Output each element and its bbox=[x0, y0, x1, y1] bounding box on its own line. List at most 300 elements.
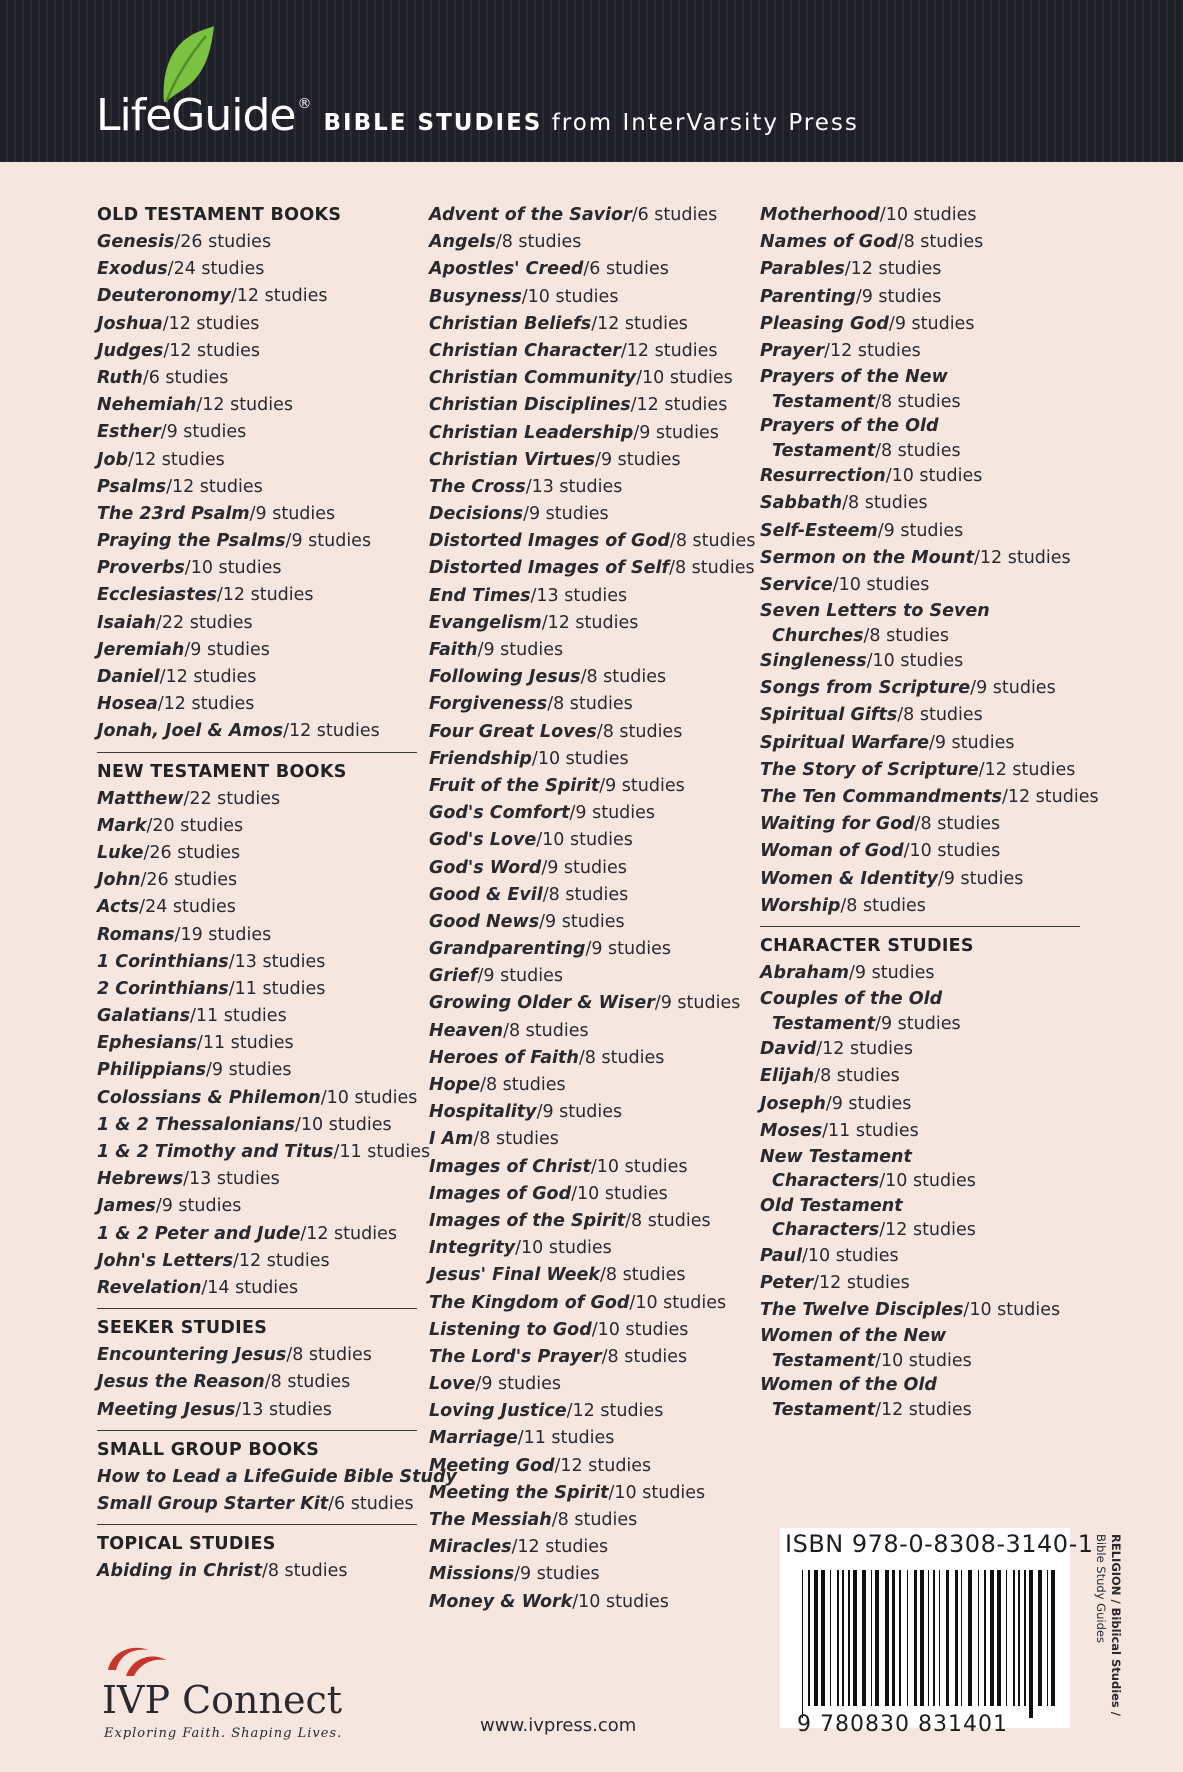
study-title: Esther bbox=[97, 422, 161, 443]
study-count: /9 studies bbox=[155, 1196, 242, 1217]
study-count: /9 studies bbox=[937, 868, 1024, 889]
study-count: /12 studies bbox=[978, 759, 1076, 780]
study-count: /9 studies bbox=[514, 1564, 600, 1585]
study-title: Sabbath bbox=[760, 493, 843, 514]
study-title: How to Lead a LifeGuide Bible Study bbox=[97, 1466, 457, 1487]
study-item-growing-older-wiser bbox=[429, 990, 751, 1017]
barcode-icon bbox=[800, 1570, 1062, 1718]
study-item-faith bbox=[429, 637, 751, 664]
study-item-1-2-thessalonians bbox=[97, 1112, 419, 1139]
study-item-the-lord-s-prayer bbox=[429, 1344, 751, 1371]
study-count: /10 studies bbox=[879, 1171, 976, 1192]
study-item-sermon-on-the-mount bbox=[760, 545, 1080, 572]
study-count: /12 studies bbox=[196, 395, 293, 416]
study-count: /6 studies bbox=[328, 1493, 414, 1514]
study-count: /8 studies bbox=[480, 1075, 566, 1095]
study-title-line1: Old Testament bbox=[760, 1195, 903, 1216]
study-item-deuteronomy bbox=[97, 283, 419, 310]
study-title: God's Word bbox=[429, 857, 542, 878]
study-title-line2: Testament bbox=[772, 1013, 876, 1034]
study-title: Mark bbox=[97, 815, 147, 836]
study-item-money-work bbox=[429, 1589, 751, 1616]
study-item-woman-of-god bbox=[760, 838, 1080, 865]
study-count: /20 studies bbox=[146, 815, 244, 836]
study-count: /8 studies bbox=[578, 1047, 665, 1068]
study-count: /8 studies bbox=[669, 558, 755, 579]
study-title-line1: Prayers of the Old bbox=[760, 416, 939, 437]
study-count: /11 studies bbox=[228, 978, 326, 999]
study-item-good-news bbox=[429, 909, 751, 936]
study-count: /10 studies bbox=[521, 286, 619, 307]
study-count: /8 studies bbox=[814, 1066, 900, 1087]
study-item-parables bbox=[760, 256, 1080, 283]
study-count: /10 studies bbox=[536, 830, 633, 851]
study-title: Resurrection bbox=[760, 466, 886, 487]
study-title: Images of God bbox=[429, 1183, 572, 1204]
study-count: /12 studies bbox=[816, 1039, 913, 1060]
study-count: /9 studies bbox=[184, 639, 270, 660]
study-item-ecclesiastes bbox=[97, 582, 419, 609]
study-title: God's Love bbox=[429, 830, 537, 851]
study-item-job bbox=[97, 447, 419, 474]
study-item-loving-justice bbox=[429, 1398, 751, 1425]
study-item-service bbox=[760, 572, 1080, 599]
study-count: /9 studies bbox=[477, 640, 564, 660]
study-title: Colossians & Philemon bbox=[97, 1087, 321, 1108]
study-item-images-of-the-spirit bbox=[429, 1208, 751, 1235]
study-title: Grief bbox=[429, 966, 478, 987]
study-count: /9 studies bbox=[285, 531, 372, 552]
study-title: Meeting Jesus bbox=[97, 1399, 236, 1420]
study-title: James bbox=[97, 1196, 156, 1217]
study-item-galatians bbox=[97, 1003, 419, 1030]
study-count: /10 studies bbox=[571, 1183, 668, 1204]
study-title: Jonah, Joel & Amos bbox=[97, 721, 284, 742]
study-count: /11 studies bbox=[333, 1142, 431, 1162]
study-count: /9 studies bbox=[970, 678, 1056, 699]
section-divider bbox=[97, 752, 417, 753]
study-item-women-of-the-old bbox=[760, 1373, 1080, 1422]
study-title: Luke bbox=[97, 842, 144, 863]
study-item-proverbs bbox=[97, 555, 419, 582]
study-item-encountering-jesus bbox=[97, 1342, 419, 1369]
study-item-prayer bbox=[760, 338, 1080, 365]
section-title-seeker-studies: SEEKER STUDIES bbox=[97, 1318, 268, 1339]
section-divider bbox=[97, 1308, 417, 1309]
study-count: /6 studies bbox=[631, 205, 718, 225]
study-count: /8 studies bbox=[840, 895, 926, 916]
study-title: Ecclesiastes bbox=[97, 585, 217, 606]
study-item-names-of-god bbox=[760, 229, 1080, 256]
study-item-advent-of-the-savior bbox=[429, 202, 751, 229]
study-title-line1: New Testament bbox=[760, 1146, 912, 1167]
study-item-prayers-of-the-new bbox=[760, 365, 1080, 414]
study-count: /10 studies bbox=[963, 1300, 1061, 1321]
study-title: End Times bbox=[429, 585, 531, 606]
study-title-line2: Characters bbox=[772, 1220, 880, 1241]
study-item-the-23rd-psalm bbox=[97, 501, 419, 528]
study-count: /8 studies bbox=[503, 1020, 589, 1041]
study-count: /10 studies bbox=[636, 368, 733, 389]
study-item-grief bbox=[429, 963, 751, 990]
study-title: Prayer bbox=[760, 340, 825, 361]
study-item-hosea bbox=[97, 691, 419, 718]
study-item-old-testament bbox=[760, 1194, 1080, 1243]
brand-title bbox=[96, 90, 859, 141]
study-item-apostles-creed bbox=[429, 256, 751, 283]
study-count: /12 studies bbox=[166, 476, 263, 497]
study-count: /12 studies bbox=[875, 1399, 972, 1420]
study-title: Grandparenting bbox=[429, 939, 586, 960]
study-title: Parables bbox=[760, 259, 845, 280]
study-title: Distorted Images of God bbox=[429, 531, 670, 552]
study-item-god-s-word bbox=[429, 855, 751, 882]
section-divider bbox=[97, 1430, 417, 1431]
study-item-exodus bbox=[97, 256, 419, 283]
study-count: /9 studies bbox=[633, 422, 719, 443]
study-count: /9 studies bbox=[160, 422, 247, 443]
study-title: Images of Christ bbox=[429, 1156, 591, 1177]
study-item-romans bbox=[97, 922, 419, 949]
study-title: Waiting for God bbox=[760, 814, 915, 835]
study-count: /9 studies bbox=[539, 911, 625, 932]
study-count: /9 studies bbox=[877, 520, 964, 541]
study-count: /10 studies bbox=[320, 1087, 418, 1108]
study-item-new-testament bbox=[760, 1145, 1080, 1194]
study-title: The Ten Commandments bbox=[760, 787, 1002, 807]
study-title: Listening to God bbox=[429, 1319, 592, 1340]
study-count: /12 studies bbox=[216, 585, 314, 606]
study-count: /8 studies bbox=[286, 1345, 372, 1366]
study-title: Marriage bbox=[429, 1428, 518, 1449]
study-item-the-cross bbox=[429, 474, 751, 501]
isbn-number: ISBN 978-0-8308-3140-1 bbox=[785, 1530, 1094, 1558]
study-count: /8 studies bbox=[264, 1372, 351, 1393]
study-item-philippians bbox=[97, 1057, 419, 1084]
study-item-nehemiah bbox=[97, 392, 419, 419]
study-item-angels bbox=[429, 229, 751, 256]
study-title: Apostles' Creed bbox=[429, 259, 584, 280]
study-title: David bbox=[760, 1039, 817, 1060]
study-item-praying-the-psalms bbox=[97, 528, 419, 555]
study-count: /8 studies bbox=[600, 1265, 686, 1286]
study-title-line1: Couples of the Old bbox=[760, 989, 943, 1010]
study-title: I Am bbox=[429, 1129, 474, 1150]
study-title: Jesus the Reason bbox=[97, 1372, 265, 1393]
study-title: Missions bbox=[429, 1564, 515, 1585]
study-title: Christian Virtues bbox=[429, 449, 596, 470]
study-item-acts bbox=[97, 894, 419, 921]
study-count: /22 studies bbox=[183, 788, 281, 809]
study-title: Deuteronomy bbox=[97, 286, 231, 307]
study-count: /12 studies bbox=[591, 313, 688, 334]
study-title: Isaiah bbox=[97, 612, 157, 633]
study-count: /10 studies bbox=[591, 1319, 689, 1340]
study-item-god-s-comfort bbox=[429, 800, 751, 827]
study-count: /11 studies bbox=[822, 1120, 919, 1141]
study-count: /12 studies bbox=[511, 1537, 609, 1558]
study-title: Christian Disciplines bbox=[429, 395, 631, 416]
study-count: /9 studies bbox=[249, 503, 336, 524]
study-title: Good & Evil bbox=[429, 884, 543, 905]
study-item-how-to-lead-a-lifeguide-bible-study bbox=[97, 1464, 457, 1491]
study-item-christian-character bbox=[429, 338, 751, 365]
study-title: Good News bbox=[429, 911, 540, 932]
study-item-christian-community bbox=[429, 365, 751, 392]
study-item-esther bbox=[97, 419, 419, 446]
study-item-abraham bbox=[760, 960, 1080, 987]
study-item-couples-of-the-old bbox=[760, 987, 1080, 1036]
header-band bbox=[0, 0, 1183, 162]
study-title: Moses bbox=[760, 1120, 823, 1141]
study-item-busyness bbox=[429, 284, 751, 311]
study-title-line2: Testament bbox=[772, 391, 876, 412]
study-count: /12 studies bbox=[283, 721, 380, 742]
study-title: The Story of Scripture bbox=[760, 759, 979, 780]
study-title-line1: Prayers of the New bbox=[760, 367, 948, 388]
study-title: The Kingdom of God bbox=[429, 1292, 630, 1313]
study-count: /12 studies bbox=[630, 395, 728, 416]
study-item-integrity bbox=[429, 1235, 751, 1262]
study-count: /12 studies bbox=[300, 1223, 397, 1244]
study-item-revelation bbox=[97, 1275, 419, 1302]
study-count: /12 studies bbox=[554, 1455, 652, 1476]
study-title: Joseph bbox=[760, 1093, 826, 1114]
study-title: Distorted Images of Self bbox=[429, 558, 670, 579]
study-item-john-s-letters bbox=[97, 1248, 419, 1275]
study-count: /6 studies bbox=[142, 367, 229, 388]
study-item-the-story-of-scripture bbox=[760, 757, 1080, 784]
study-item-2-corinthians bbox=[97, 976, 419, 1003]
study-title: Encountering Jesus bbox=[97, 1345, 287, 1366]
study-count: /9 studies bbox=[541, 857, 627, 878]
study-title: Paul bbox=[760, 1245, 802, 1266]
study-title: God's Comfort bbox=[429, 803, 570, 824]
study-count: /9 studies bbox=[536, 1102, 623, 1123]
study-title: Fruit of the Spirit bbox=[429, 775, 600, 796]
study-title-line1: Seven Letters to Seven bbox=[760, 601, 990, 622]
study-count: /8 studies bbox=[495, 232, 582, 253]
study-item-daniel bbox=[97, 664, 419, 691]
section-title-old-testament-books: OLD TESTAMENT BOOKS bbox=[97, 205, 342, 225]
study-count: /12 studies bbox=[824, 340, 921, 361]
study-title: Hosea bbox=[97, 694, 158, 715]
ivp-name: IVP Connect bbox=[102, 1678, 343, 1722]
registered-mark: ® bbox=[297, 96, 312, 112]
study-title: Loving Justice bbox=[429, 1401, 567, 1422]
ivp-connect-logo bbox=[100, 1640, 370, 1740]
study-title: Heaven bbox=[429, 1020, 504, 1041]
study-item-paul bbox=[760, 1243, 1080, 1270]
study-count: /12 studies bbox=[232, 1250, 330, 1271]
study-item-good-evil bbox=[429, 882, 751, 909]
study-count: /12 studies bbox=[620, 340, 718, 361]
study-item-genesis bbox=[97, 229, 419, 256]
study-count: /10 studies bbox=[629, 1292, 727, 1313]
study-title: Hospitality bbox=[429, 1102, 537, 1123]
study-count: /6 studies bbox=[583, 259, 669, 280]
study-item-images-of-christ bbox=[429, 1154, 751, 1181]
study-title: Self-Esteem bbox=[760, 520, 878, 541]
study-item-i-am bbox=[429, 1126, 751, 1153]
study-item-the-messiah bbox=[429, 1507, 751, 1534]
study-count: /26 studies bbox=[143, 842, 241, 863]
study-count: /19 studies bbox=[174, 924, 272, 945]
study-title: John bbox=[97, 870, 141, 891]
study-count: /9 studies bbox=[523, 504, 609, 525]
study-title: Ruth bbox=[97, 367, 143, 388]
study-title: John's Letters bbox=[97, 1250, 233, 1271]
study-count: /26 studies bbox=[140, 870, 238, 891]
study-count: /10 studies bbox=[515, 1238, 612, 1259]
study-item-women-of-the-new bbox=[760, 1324, 1080, 1373]
study-count: /10 studies bbox=[608, 1482, 706, 1503]
study-count: /12 studies bbox=[813, 1273, 910, 1294]
ivp-tagline: Exploring Faith. Shaping Lives. bbox=[104, 1726, 343, 1741]
study-title: Love bbox=[429, 1374, 476, 1395]
study-count: /9 studies bbox=[849, 962, 935, 983]
study-title: Jeremiah bbox=[97, 639, 185, 660]
study-count: /10 studies bbox=[879, 205, 977, 225]
section-divider bbox=[97, 1524, 417, 1525]
study-item-pleasing-god bbox=[760, 311, 1080, 338]
study-title: Sermon on the Mount bbox=[760, 547, 974, 568]
study-count: /12 studies bbox=[1001, 787, 1099, 807]
study-title: Philippians bbox=[97, 1060, 207, 1081]
study-count: /8 studies bbox=[551, 1510, 638, 1530]
study-item-meeting-jesus bbox=[97, 1397, 419, 1424]
study-item-mark bbox=[97, 813, 419, 840]
study-title: Job bbox=[97, 449, 129, 470]
study-title: Meeting the Spirit bbox=[429, 1482, 609, 1503]
website-url[interactable]: www.ivpress.com bbox=[480, 1715, 637, 1736]
study-count: /9 studies bbox=[475, 1374, 561, 1395]
study-item-end-times bbox=[429, 583, 751, 610]
study-item-heaven bbox=[429, 1018, 751, 1045]
study-title: Joshua bbox=[97, 313, 163, 334]
study-count: /24 studies bbox=[139, 897, 236, 918]
study-item-images-of-god bbox=[429, 1181, 751, 1208]
study-count: /12 studies bbox=[162, 313, 260, 334]
study-count: /12 studies bbox=[163, 340, 260, 361]
study-title: Daniel bbox=[97, 667, 160, 687]
bisac-category: RELIGION / Biblical Studies / Bible Study Guides bbox=[1094, 1534, 1123, 1716]
study-count: /12 studies bbox=[844, 259, 942, 280]
study-count: /8 studies bbox=[897, 232, 984, 253]
study-count: /8 studies bbox=[542, 884, 629, 905]
study-title: Forgiveness bbox=[429, 694, 548, 715]
study-title: Hope bbox=[429, 1075, 481, 1095]
study-title: Abiding in Christ bbox=[97, 1561, 262, 1582]
study-title: Images of the Spirit bbox=[429, 1210, 626, 1231]
section-title-topical-studies: TOPICAL STUDIES bbox=[97, 1534, 276, 1555]
study-count: /8 studies bbox=[625, 1210, 711, 1231]
study-count: /9 studies bbox=[585, 939, 671, 960]
study-item-sabbath bbox=[760, 490, 1080, 517]
study-item-hope bbox=[429, 1072, 751, 1099]
study-item-christian-virtues bbox=[429, 447, 751, 474]
study-count: /10 studies bbox=[184, 558, 282, 579]
study-count: /12 studies bbox=[879, 1220, 976, 1241]
study-title-line1: Women of the Old bbox=[760, 1375, 937, 1396]
study-title: The Twelve Disciples bbox=[760, 1300, 964, 1321]
study-title: Spiritual Warfare bbox=[760, 732, 929, 753]
study-title: The 23rd Psalm bbox=[97, 503, 250, 524]
study-title: Galatians bbox=[97, 1006, 191, 1027]
study-item-james bbox=[97, 1193, 419, 1220]
study-title: Singleness bbox=[760, 651, 867, 672]
study-item-evangelism bbox=[429, 610, 751, 637]
study-count: /10 studies bbox=[590, 1156, 688, 1177]
study-title: Christian Character bbox=[429, 340, 621, 361]
study-count: /8 studies bbox=[473, 1129, 559, 1150]
study-count: /13 studies bbox=[183, 1169, 280, 1190]
study-item-1-2-timothy-and-titus bbox=[97, 1139, 431, 1166]
section-title-character-studies: CHARACTER STUDIES bbox=[760, 935, 974, 956]
study-item-psalms bbox=[97, 474, 419, 501]
study-count: /8 studies bbox=[601, 1346, 688, 1367]
study-title: Revelation bbox=[97, 1277, 202, 1298]
study-title: 1 & 2 Timothy and Titus bbox=[97, 1142, 334, 1162]
study-item-worship bbox=[760, 893, 1080, 920]
study-count: /10 studies bbox=[531, 748, 629, 769]
study-count: /12 studies bbox=[128, 449, 225, 470]
study-title: Worship bbox=[760, 895, 841, 916]
ivp-swoosh-icon bbox=[104, 1640, 168, 1680]
study-count: /10 studies bbox=[875, 1350, 972, 1371]
study-title: Growing Older & Wiser bbox=[429, 993, 655, 1014]
study-count: /8 studies bbox=[669, 531, 756, 552]
study-count: /9 studies bbox=[599, 775, 685, 796]
study-title-line2: Testament bbox=[772, 1399, 876, 1420]
study-count: /10 studies bbox=[903, 841, 1001, 862]
study-item-the-kingdom-of-god bbox=[429, 1290, 751, 1317]
study-item-missions bbox=[429, 1561, 751, 1588]
study-item-prayers-of-the-old bbox=[760, 414, 1080, 463]
study-title: Acts bbox=[97, 897, 140, 918]
column-2 bbox=[429, 202, 756, 1616]
study-item-the-ten-commandments bbox=[760, 784, 1099, 811]
study-item-waiting-for-god bbox=[760, 811, 1080, 838]
study-item-grandparenting bbox=[429, 936, 751, 963]
study-count: /9 studies bbox=[569, 803, 656, 824]
study-item-elijah bbox=[760, 1063, 1080, 1090]
study-count: /10 studies bbox=[885, 466, 983, 487]
study-item-friendship bbox=[429, 746, 751, 773]
study-count: /9 studies bbox=[825, 1093, 912, 1114]
study-item-1-2-peter-and-jude bbox=[97, 1221, 419, 1248]
study-count: /12 studies bbox=[541, 612, 639, 633]
study-count: /13 studies bbox=[530, 585, 628, 606]
study-item-god-s-love bbox=[429, 827, 751, 854]
study-count: /9 studies bbox=[477, 966, 564, 987]
study-title: Integrity bbox=[429, 1238, 516, 1259]
study-title: Hebrews bbox=[97, 1169, 184, 1190]
study-title: The Cross bbox=[429, 476, 526, 497]
study-title: 1 & 2 Peter and Jude bbox=[97, 1223, 301, 1244]
study-item-resurrection bbox=[760, 463, 1080, 490]
study-count: /8 studies bbox=[580, 667, 667, 688]
study-title: Genesis bbox=[97, 232, 175, 252]
study-count: /14 studies bbox=[201, 1277, 299, 1298]
study-title: Following Jesus bbox=[429, 667, 581, 688]
study-item-singleness bbox=[760, 648, 1080, 675]
study-title: Pleasing God bbox=[760, 313, 889, 334]
study-item-luke bbox=[97, 840, 419, 867]
study-count: /8 studies bbox=[875, 440, 961, 461]
brand-tagline: BIBLE STUDIES from InterVarsity Press bbox=[323, 110, 859, 136]
study-item-songs-from-scripture bbox=[760, 675, 1080, 702]
